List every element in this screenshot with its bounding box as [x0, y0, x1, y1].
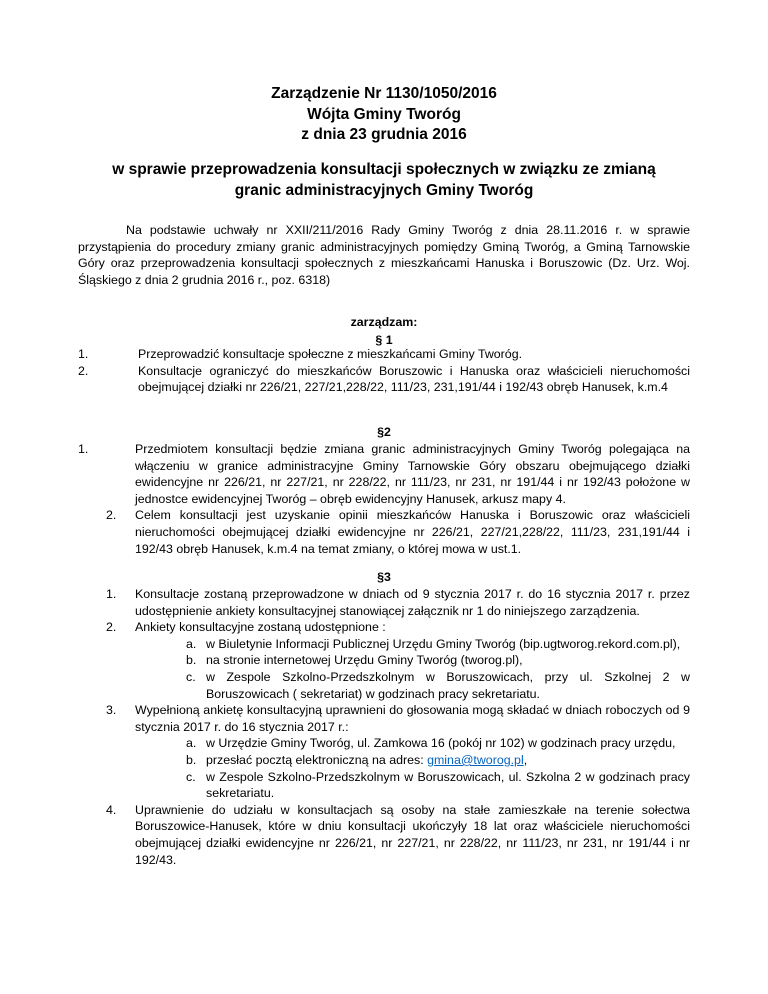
section1-list	[78, 346, 690, 396]
document-subject	[90, 160, 678, 201]
item-text: Celem konsultacji jest uzyskanie opinii mieszkańców Hanuska i Boruszowic oraz właścicieli nieruchomości obejmującej działki ewidencyjne nr 226/21, 227/21,228/22, 111/23, 231,191/44 i 192/43 obręb Hanusek, k.m.4 na temat zmiany, o której mowa w ust.1.	[135, 508, 690, 556]
list-item	[106, 586, 690, 619]
item-text: w Biuletynie Informacji Publicznej Urzędu Gminy Tworóg (bip.ugtworog.rekord.com.pl),	[206, 636, 681, 651]
list-item	[78, 507, 690, 557]
item-number: 1.	[78, 442, 89, 456]
subject-line-1: w sprawie przeprowadzenia konsultacji społecznych w związku ze zmianą	[112, 161, 656, 178]
section3-list	[106, 586, 690, 868]
section3-heading: §3	[377, 570, 391, 584]
item-number: 4.	[106, 802, 117, 817]
list-item	[186, 636, 690, 653]
list-item	[106, 619, 690, 636]
item-number: 2.	[106, 620, 117, 635]
subject-line-2: granic administracyjnych Gminy Tworóg	[234, 181, 534, 199]
item-number: 3.	[106, 703, 117, 718]
list-item	[186, 769, 690, 802]
item-number: 1.	[78, 347, 89, 361]
item-text-suffix: ,	[523, 752, 528, 767]
list-item	[186, 735, 690, 752]
item-text: w Zespole Szkolno-Przedszkolnym w Boruszowicach, ul. Szkolna 2 w godzinach pracy sekretariatu.	[206, 769, 690, 801]
item-text: Przeprowadzić konsultacje społeczne z mieszkańcami Gminy Tworóg.	[138, 347, 523, 361]
item-letter: a.	[186, 636, 197, 651]
item-text: Konsultacje ograniczyć do mieszkańców Boruszowic i Hanuska oraz właścicieli nieruchomości obejmującej działki nr 226/21, 227/21,228/22, 111/23, 231,191/44 i 192/43 obręb Hanusek, k.m.4	[138, 363, 690, 395]
item-text: na stronie internetowej Urzędu Gminy Tworóg (tworog.pl),	[206, 653, 523, 668]
item-text: w Zespole Szkolno-Przedszkolnym w Boruszowicach, przy ul. Szkolnej 2 w Boruszowicach ( sekretariat) w godzinach pracy sekretariatu.	[206, 669, 690, 701]
title-line-3: z dnia 23 grudnia 2016	[301, 126, 467, 143]
item-text: w Urzędzie Gminy Tworóg, ul. Zamkowa 16 (pokój nr 102) w godzinach pracy urzędu,	[206, 736, 676, 751]
preamble: Na podstawie uchwały nr XXII/211/2016 Rady Gminy Tworóg z dnia 28.11.2016 r. w sprawie przystąpienia do procedury zmiany granic administracyjnych pomiędzy Gminą Tworóg, a Gminą Tarnowskie Góry oraz przeprowadzenia konsultacji społecznych z mieszkańcami Hanuska i Boruszowic (Dz. Urz. Woj. Śląskiego z dnia 2 grudnia 2016 r., poz. 6318)	[78, 223, 690, 287]
decree-word: zarządzam:	[350, 315, 418, 329]
item-text: Uprawnienie do udziału w konsultacjach są osoby na stałe zamieszkałe na terenie sołectwa Boruszowice-Hanusek, które w dniu konsultacji ukończyły 18 lat oraz właściciele nieruchomości obejmującej działki ewidencyjne nr 226/21, nr 227/21, nr 228/22, nr 111/23, nr 231, nr 191/44 i nr 192/43.	[135, 802, 690, 867]
list-item	[78, 363, 690, 396]
item-number: 2.	[78, 363, 89, 378]
section2-list	[78, 441, 690, 557]
list-item	[106, 702, 690, 735]
list-item	[78, 441, 690, 507]
section2-heading: §2	[377, 425, 391, 439]
title-line-2: Wójta Gminy Tworóg	[307, 105, 461, 123]
section1-heading: § 1	[375, 333, 393, 347]
item-text: Wypełnioną ankietę konsultacyjną uprawnieni do głosowania mogą składać w dniach roboczych od 9 stycznia 2017 r. do 16 stycznia 2017 r.:	[135, 703, 690, 734]
item-letter: a.	[186, 736, 197, 751]
document-title	[0, 84, 768, 146]
list-item	[186, 652, 690, 669]
email-link[interactable]: gmina@tworog.pl	[427, 752, 524, 767]
list-item	[106, 802, 690, 868]
item-text: Ankiety konsultacyjne zostaną udostępnione :	[135, 620, 386, 635]
list-item	[186, 752, 690, 769]
item-text: przesłać pocztą elektroniczną na adres:	[206, 752, 428, 767]
item-letter: b.	[186, 752, 197, 767]
title-line-1: Zarządzenie Nr 1130/1050/2016	[271, 85, 497, 102]
item-number: 1.	[106, 587, 117, 601]
list-item	[78, 346, 690, 363]
item-letter: c.	[186, 769, 196, 784]
item-letter: c.	[186, 669, 196, 684]
item-number: 2.	[106, 508, 117, 523]
item-text: Konsultacje zostaną przeprowadzone w dniach od 9 stycznia 2017 r. do 16 stycznia 2017 r. przez udostępnienie ankiety konsultacyjnej stanowiącej załącznik nr 1 do niniejszego zarządzenia.	[135, 587, 690, 618]
item-letter: b.	[186, 653, 197, 668]
item-text: Przedmiotem konsultacji będzie zmiana granic administracyjnych Gminy Tworóg polegająca na włączeniu w granice administracyjne Gminy Tarnowskie Góry obszaru obejmującego działki ewidencyjne nr 226/21, nr 227/21, nr 228/22, nr 111/23, nr 231, nr 191/44 i nr 192/43 położone w jednostce ewidencyjnej Tworóg – obręb ewidencyjny Hanusek, arkusz mapy 4.	[135, 442, 690, 506]
list-item	[186, 669, 690, 702]
